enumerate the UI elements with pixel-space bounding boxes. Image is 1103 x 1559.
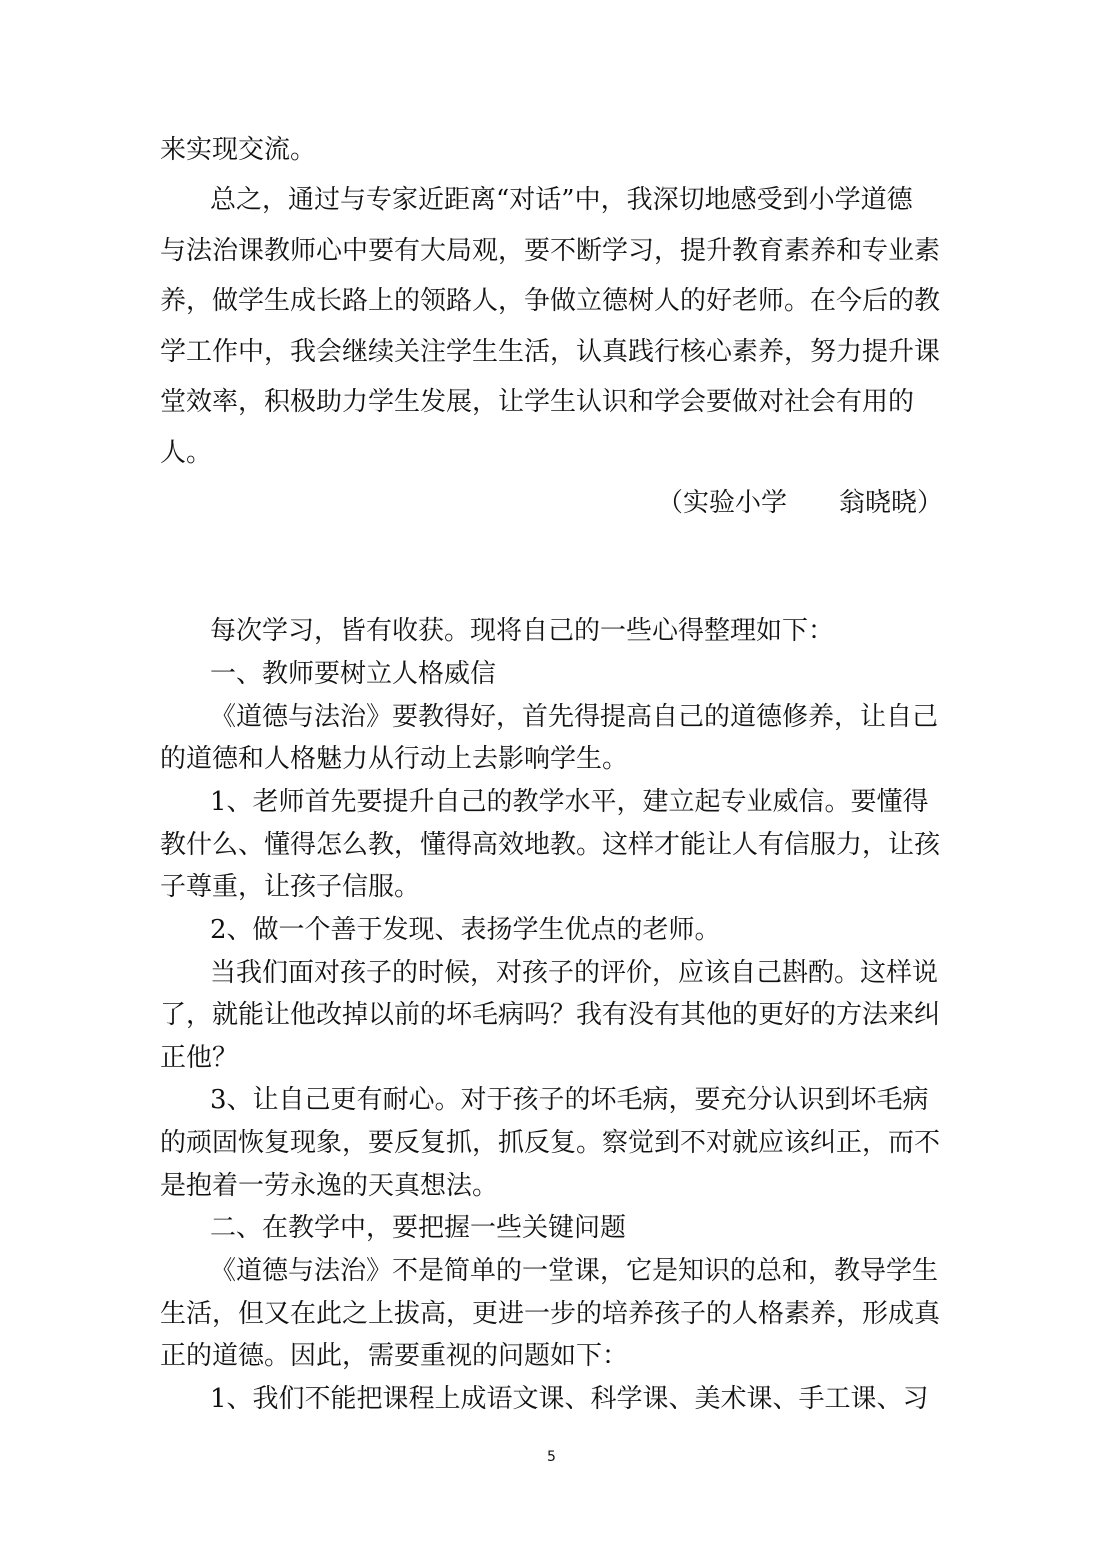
text-line: 《道德与法治》不是简单的一堂课，它是知识的总和，教导学生: [210, 1256, 939, 1286]
text-line: 1、老师首先要提升自己的教学水平，建立起专业威信。要懂得: [210, 787, 929, 817]
section-heading: 二、在教学中，要把握一些关键问题: [210, 1213, 627, 1243]
text-line: 是抱着一劳永逸的天真想法。: [160, 1171, 499, 1201]
page-number: 5: [547, 1449, 556, 1465]
text-line: 1、我们不能把课程上成语文课、科学课、美术课、手工课、习: [210, 1384, 929, 1414]
text-line: 正他？: [160, 1043, 239, 1073]
text-line: 每次学习，皆有收获。现将自己的一些心得整理如下：: [210, 616, 835, 646]
text-line: 总之，通过与专家近距离“对话”中，我深切地感受到小学道德: [210, 185, 913, 215]
text-line: 2、做一个善于发现、表扬学生优点的老师。: [210, 915, 721, 945]
text-line: 的道德和人格魅力从行动上去影响学生。: [160, 744, 629, 774]
text-line: 来实现交流。: [160, 135, 317, 165]
text-line: 堂效率，积极助力学生发展，让学生认识和学会要做对社会有用的: [160, 387, 915, 417]
text-line: 《道德与法治》要教得好，首先得提高自己的道德修养，让自己: [210, 702, 939, 732]
text-line: 生活，但又在此之上拔高，更进一步的培养孩子的人格素养，形成真: [160, 1299, 941, 1329]
text-line: 教什么、懂得怎么教，懂得高效地教。这样才能让人有信服力，让孩: [160, 830, 941, 860]
text-line: 正的道德。因此，需要重视的问题如下：: [160, 1341, 629, 1371]
text-line: 学工作中，我会继续关注学生生活，认真践行核心素养，努力提升课: [160, 337, 941, 367]
text-line: 当我们面对孩子的时候，对孩子的评价，应该自己斟酌。这样说: [210, 958, 939, 988]
text-line: 的顽固恢复现象，要反复抓，抓反复。察觉到不对就应该纠正，而不: [160, 1128, 941, 1158]
text-line: 人。: [160, 438, 213, 468]
text-line: 养，做学生成长路上的领路人，争做立德树人的好老师。在今后的教: [160, 286, 941, 316]
text-line: 3、让自己更有耐心。对于孩子的坏毛病，要充分认识到坏毛病: [210, 1085, 929, 1115]
text-line: 子尊重，让孩子信服。: [160, 872, 421, 902]
text-line: 了，就能让他改掉以前的坏毛病吗？我有没有其他的更好的方法来纠: [160, 1000, 941, 1030]
signature: （实验小学 翁晓晓）: [656, 488, 943, 518]
section-heading: 一、教师要树立人格威信: [210, 659, 497, 689]
text-line: 与法治课教师心中要有大局观，要不断学习，提升教育素养和专业素: [160, 236, 941, 266]
